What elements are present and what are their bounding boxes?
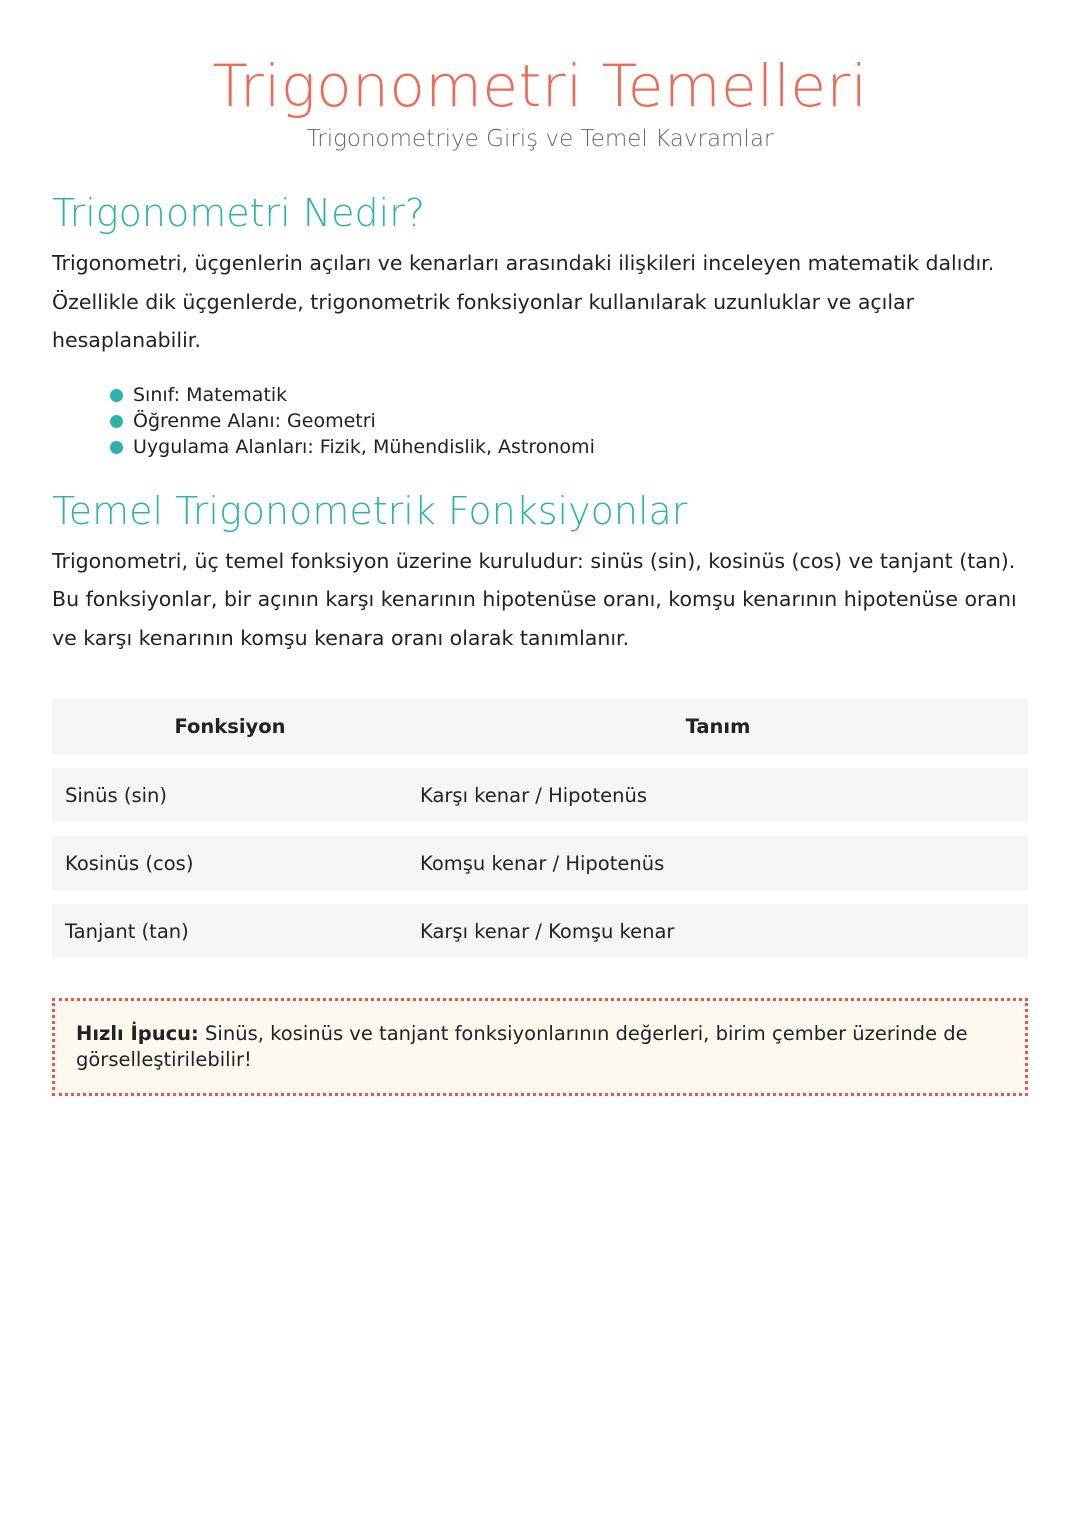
bullet-icon	[110, 441, 123, 454]
bullet-icon	[110, 389, 123, 402]
table-cell: Karşı kenar / Hipotenüs	[408, 768, 1028, 822]
section-heading-what-is: Trigonometri Nedir?	[52, 191, 426, 235]
functions-table	[52, 685, 1028, 972]
bullet-icon	[110, 415, 123, 428]
column-header-definition: Tanım	[408, 699, 1028, 754]
list-item-text: Öğrenme Alanı: Geometri	[133, 409, 376, 432]
tip-label: Hızlı İpucu:	[76, 1022, 199, 1045]
section-heading-functions: Temel Trigonometrik Fonksiyonlar	[52, 488, 688, 533]
table-cell: Komşu kenar / Hipotenüs	[408, 836, 1028, 890]
list-item	[110, 382, 1028, 408]
list-item	[110, 434, 1028, 460]
list-item	[110, 408, 1028, 434]
section-paragraph: Trigonometri, üçgenlerin açıları ve kenarları arasındaki ilişkileri inceleyen matematik dalıdır. Özellikle dik üçgenlerde, trigonometrik fonksiyonlar kullanılarak uzunluklar ve açılar hesaplanabilir.	[52, 251, 995, 352]
page-subtitle: Trigonometriye Giriş ve Temel Kavramlar	[306, 126, 774, 152]
table-header-row	[52, 699, 1028, 754]
quick-tip-box	[52, 998, 1028, 1096]
page-title: Trigonometri Temelleri	[212, 52, 868, 120]
table-row	[52, 768, 1028, 822]
tip-text: Sinüs, kosinüs ve tanjant fonksiyonlarının değerleri, birim çember üzerinde de görselleştirilebilir!	[76, 1022, 968, 1071]
table-row	[52, 904, 1028, 958]
table-cell: Sinüs (sin)	[52, 768, 408, 822]
section-paragraph: Trigonometri, üç temel fonksiyon üzerine kuruludur: sinüs (sin), kosinüs (cos) ve tanjant (tan). Bu fonksiyonlar, bir açının karşı kenarının hipotenüse oranı, komşu kenarının hipotenüse oranı ve karşı kenarının komşu kenara oranı olarak tanımlanır.	[52, 548, 1017, 650]
list-item-text: Sınıf: Matematik	[133, 383, 288, 406]
table-cell: Karşı kenar / Komşu kenar	[408, 904, 1028, 958]
info-list	[52, 382, 1028, 460]
column-header-function: Fonksiyon	[52, 699, 408, 754]
table-cell: Tanjant (tan)	[52, 904, 408, 958]
table-row	[52, 836, 1028, 890]
list-item-text: Uygulama Alanları: Fizik, Mühendislik, Astronomi	[133, 435, 595, 458]
table-cell: Kosinüs (cos)	[52, 836, 408, 890]
